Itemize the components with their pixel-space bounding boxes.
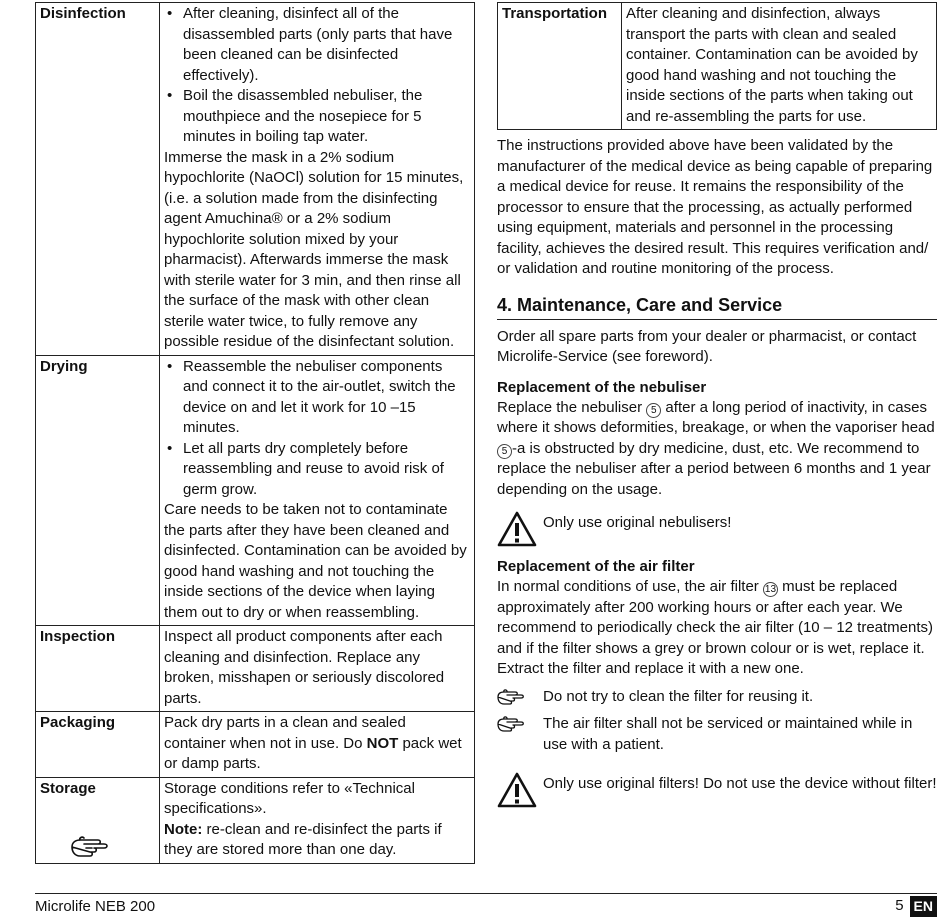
disinfection-mask-text: Immerse the mask in a 2% sodium hypochlorite (NaOCl) solution for 15 minutes, (i.e. a solution made from the disinfecting agent Amuchina® or a 2% sodium hypochlorite solution mixed by your pharmacist). Afterwards immerse the mask with sterile water for 3 min, and then rinse all the surface of the mask with other clean sterile water twice, to fully remove any possible residue of the disinfectant solution.	[164, 148, 464, 350]
table-row	[36, 626, 475, 712]
warning-triangle-icon	[497, 772, 537, 808]
warning-text: Only use original filters! Do not use the device without filter!	[543, 775, 937, 792]
air-filter-paragraph	[497, 577, 937, 680]
language-badge: EN	[910, 896, 937, 917]
transportation-table	[497, 2, 937, 130]
drying-care-text: Care needs to be taken not to contaminate the parts after they have been cleaned and disinfected. Contamination can be avoided by good hand washing and not touching the inside sections of the device when laying them out to dry or when reassembling.	[164, 501, 467, 621]
air-filter-text-1: In normal conditions of use, the air filter	[497, 578, 763, 595]
hint-text: Do not try to clean the filter for reusing it.	[543, 687, 814, 705]
air-filter-heading: Replacement of the air filter	[497, 558, 695, 575]
packaging-not-emphasis: NOT	[366, 734, 399, 752]
row-label-inspection: Inspection	[36, 626, 160, 712]
product-name: Microlife NEB 200	[35, 898, 156, 915]
page-footer	[35, 893, 937, 918]
table-row	[36, 355, 475, 626]
packaging-text-before: Pack dry parts in a clean and sealed container when not in use. Do	[164, 714, 406, 752]
hint-item	[497, 687, 937, 708]
packaging-text-after: pack wet or damp parts.	[164, 734, 462, 772]
row-label-storage	[36, 777, 160, 863]
part-ref-badge: 5	[497, 444, 512, 459]
storage-note-label: Note:	[164, 820, 203, 838]
pointing-hand-icon	[70, 834, 116, 858]
table-row	[498, 3, 937, 130]
nebuliser-warning	[497, 512, 937, 547]
pointing-hand-icon	[497, 715, 527, 733]
storage-note-text: re-clean and re-disinfect the parts if they are stored more than one day.	[164, 820, 442, 858]
warning-triangle-icon	[497, 511, 537, 547]
table-row	[36, 3, 475, 356]
list-item: • After cleaning, disinfect all of the disassembled parts (only parts that have been cleaned can be disinfected effectively).	[164, 4, 471, 86]
nebuliser-text-3: -a is obstructed by dry medicine, dust, etc. We recommend to replace the nebuliser after a period between 6 months and 1 year depending on the usage.	[497, 439, 931, 498]
storage-note	[164, 820, 471, 861]
air-filter-text-2: must be replaced approximately after 200 working hours or after each year. We recommend to periodically check the air filter (10 – 12 treatments) and if the filter shows a grey or brown colour or is wet, replace it. Extract the filter and replace it with a new one.	[497, 578, 934, 677]
part-ref-badge: 5	[646, 403, 661, 418]
row-content-storage	[160, 777, 475, 863]
part-ref-badge: 13	[764, 584, 777, 595]
list-item: • Boil the disassembled nebuliser, the mouthpiece and the nosepiece for 5 minutes in boiling tap water.	[164, 86, 471, 148]
row-content-inspection: Inspect all product components after each cleaning and disinfection. Replace any broken, misshapen or seriously discolored parts.	[160, 626, 475, 712]
hint-item	[497, 714, 937, 755]
right-column	[497, 2, 937, 808]
row-content-transportation: After cleaning and disinfection, always transport the parts with clean and sealed container. Contamination can be avoided by good hand washing and not touching the inside sections of the parts when taking out and re-assembling the parts for use.	[622, 3, 937, 130]
page-number: 5	[895, 897, 904, 915]
row-label-drying: Drying	[36, 355, 160, 626]
nebuliser-text-1: Replace the nebuliser	[497, 398, 647, 416]
table-row	[36, 777, 475, 863]
pointing-hand-icon	[497, 688, 527, 706]
row-content-packaging	[160, 712, 475, 778]
storage-label: Storage	[40, 779, 96, 797]
row-label-packaging: Packaging	[36, 712, 160, 778]
row-content-drying	[160, 355, 475, 626]
row-label-disinfection: Disinfection	[36, 3, 160, 356]
warning-text: Only use original nebulisers!	[543, 514, 732, 531]
processing-table	[35, 2, 475, 864]
left-column	[35, 2, 475, 864]
filter-warning	[497, 773, 937, 808]
page-indicator	[895, 896, 937, 917]
nebuliser-text-2: after a long period of inactivity, in cases where it shows deformities, breakage, or when the vaporiser head	[497, 398, 935, 436]
validation-paragraph: The instructions provided above have been validated by the manufacturer of the medical device as being capable of preparing a medical device for reuse. It remains the responsibility of the processor to ensure that the processing, as actually performed using equipment, materials and personnel in the processing facility, achieves the desired result. This requires verification and/ or validation and routine monitoring of the process.	[497, 137, 933, 277]
section-heading: 4. Maintenance, Care and Service	[497, 294, 937, 320]
nebuliser-heading: Replacement of the nebuliser	[497, 378, 707, 396]
list-item: • Let all parts dry completely before reassembling and reuse to avoid risk of germ grow.	[164, 439, 471, 501]
row-content-disinfection	[160, 3, 475, 356]
section-intro: Order all spare parts from your dealer or pharmacist, or contact Microlife-Service (see foreword).	[497, 327, 917, 365]
nebuliser-paragraph	[497, 398, 937, 501]
hint-text: The air filter shall not be serviced or maintained while in use with a patient.	[543, 715, 913, 753]
list-item: • Reassemble the nebuliser components and connect it to the air-outlet, switch the device on and let it work for 10 –15 minutes.	[164, 357, 471, 439]
table-row	[36, 712, 475, 778]
row-label-transportation: Transportation	[498, 3, 622, 130]
storage-text: Storage conditions refer to «Technical specifications».	[164, 779, 415, 817]
